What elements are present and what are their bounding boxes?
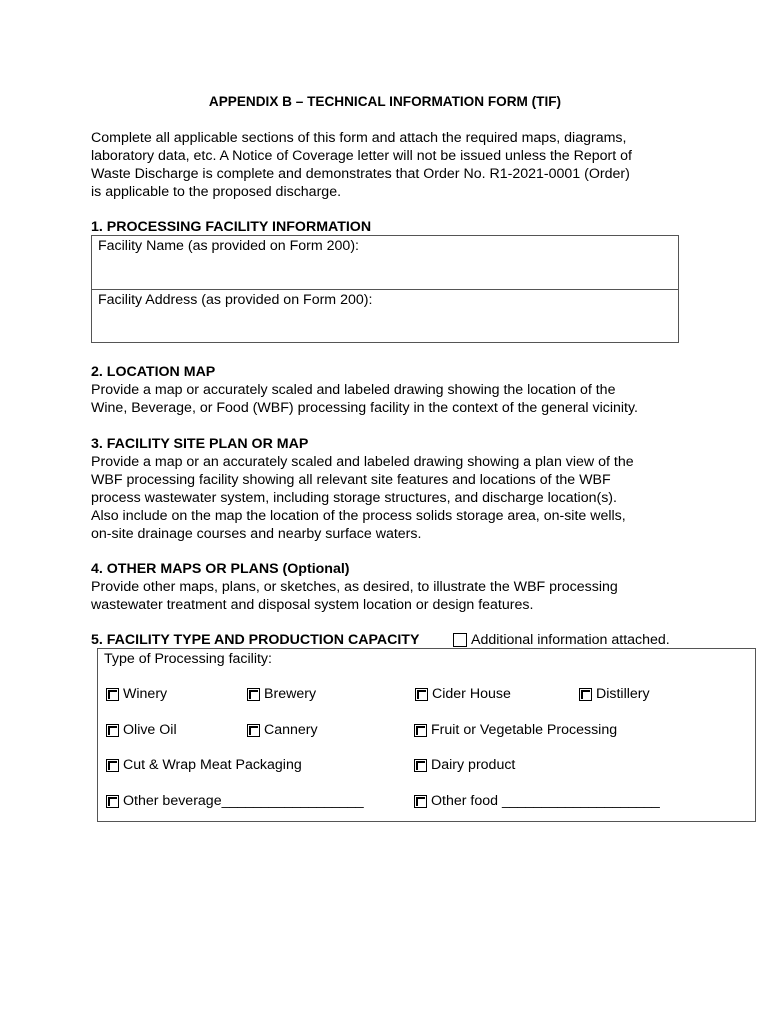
section-4-line-1: Provide other maps, plans, or sketches, as desired, to illustrate the WBF processing	[91, 579, 618, 595]
checkbox-icon[interactable]	[247, 688, 260, 701]
checkbox-icon[interactable]	[414, 724, 427, 737]
section-3-line-5: on-site drainage courses and nearby surface waters.	[91, 526, 422, 542]
option-other-food[interactable]	[414, 792, 660, 810]
option-label: Distillery	[596, 686, 650, 702]
intro-line-2: laboratory data, etc. A Notice of Coverage letter will not be issued unless the Report of	[91, 148, 633, 164]
option-label: Brewery	[264, 686, 317, 702]
facility-type-label: Type of Processing facility:	[104, 651, 272, 667]
section-5-heading: 5. FACILITY TYPE AND PRODUCTION CAPACITY	[91, 632, 420, 648]
checkbox-icon[interactable]	[414, 795, 427, 808]
checkbox-icon[interactable]	[106, 688, 119, 701]
option-other-beverage[interactable]	[106, 792, 364, 810]
checkbox-icon[interactable]	[106, 795, 119, 808]
option-brewery[interactable]	[247, 685, 316, 703]
intro-line-4: is applicable to the proposed discharge.	[91, 184, 342, 200]
option-label: Winery	[123, 686, 168, 702]
option-dairy[interactable]	[414, 756, 515, 774]
option-label: Cannery	[264, 722, 318, 738]
checkbox-icon[interactable]	[106, 724, 119, 737]
facility-name-field[interactable]	[92, 236, 678, 290]
checkbox-icon[interactable]	[415, 688, 428, 701]
additional-info-label: Additional information attached.	[471, 632, 670, 648]
section-3-line-2: WBF processing facility showing all relevant site features and locations of the WBF	[91, 472, 611, 488]
facility-address-label: Facility Address (as provided on Form 200):	[98, 292, 373, 308]
section-3-heading: 3. FACILITY SITE PLAN OR MAP	[91, 436, 309, 452]
checkbox-icon[interactable]	[453, 633, 467, 647]
option-label: Dairy product	[431, 757, 516, 773]
option-label: Olive Oil	[123, 722, 177, 738]
option-cider-house[interactable]	[415, 685, 511, 703]
page-title: APPENDIX B – TECHNICAL INFORMATION FORM (TIF)	[208, 94, 562, 109]
option-label: Cut & Wrap Meat Packaging	[123, 757, 302, 773]
section-2-line-1: Provide a map or accurately scaled and labeled drawing showing the location of the	[91, 382, 616, 398]
option-label: Cider House	[432, 686, 511, 702]
option-winery[interactable]	[106, 685, 167, 703]
facility-address-field[interactable]	[92, 290, 678, 343]
option-label: Fruit or Vegetable Processing	[431, 722, 618, 738]
option-label: Other food ____________________	[431, 793, 660, 809]
facility-name-label: Facility Name (as provided on Form 200):	[98, 238, 359, 254]
option-meat-packaging[interactable]	[106, 756, 302, 774]
section-1-heading: 1. PROCESSING FACILITY INFORMATION	[91, 219, 372, 235]
section-3-line-3: process wastewater system, including storage structures, and discharge location(s).	[91, 490, 617, 506]
section-2-line-2: Wine, Beverage, or Food (WBF) processing facility in the context of the general vicinity.	[91, 400, 638, 416]
option-olive-oil[interactable]	[106, 721, 177, 739]
option-label: Other beverage__________________	[123, 793, 364, 809]
section-3-line-1: Provide a map or an accurately scaled and labeled drawing showing a plan view of the	[91, 454, 634, 470]
section-4-line-2: wastewater treatment and disposal system location or design features.	[91, 597, 534, 613]
section-3-line-4: Also include on the map the location of the process solids storage area, on-site wells,	[91, 508, 626, 524]
additional-info-checkbox[interactable]	[453, 631, 670, 649]
section-4-heading: 4. OTHER MAPS OR PLANS (Optional)	[91, 561, 350, 577]
intro-line-3: Waste Discharge is complete and demonstrates that Order No. R1-2021-0001 (Order)	[91, 166, 630, 182]
option-cannery[interactable]	[247, 721, 318, 739]
intro-line-1: Complete all applicable sections of this form and attach the required maps, diagrams,	[91, 130, 627, 146]
section-2-heading: 2. LOCATION MAP	[91, 364, 216, 380]
checkbox-icon[interactable]	[247, 724, 260, 737]
option-distillery[interactable]	[579, 685, 650, 703]
checkbox-icon[interactable]	[579, 688, 592, 701]
checkbox-icon[interactable]	[106, 759, 119, 772]
facility-info-box	[91, 235, 679, 343]
checkbox-icon[interactable]	[414, 759, 427, 772]
option-fruit-veg[interactable]	[414, 721, 617, 739]
